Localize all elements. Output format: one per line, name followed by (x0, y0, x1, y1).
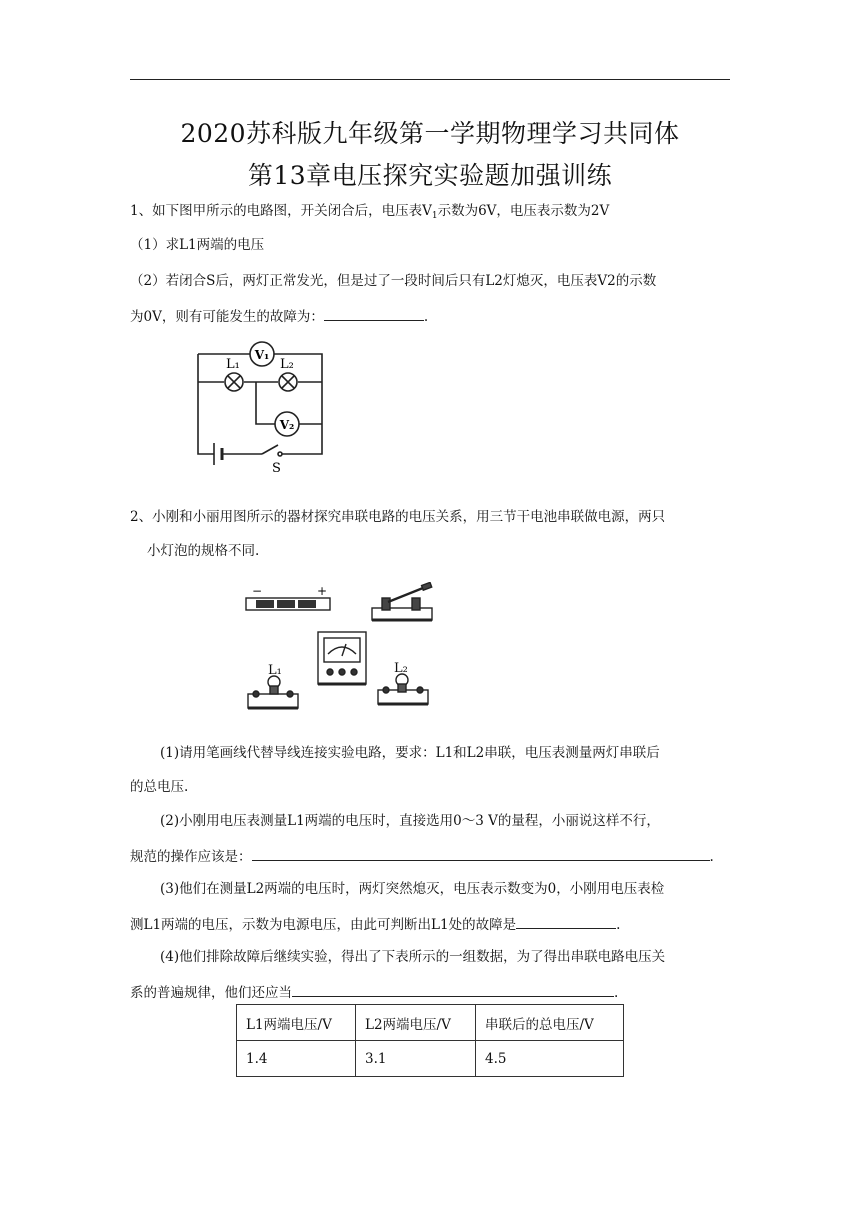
answer-blank[interactable] (252, 846, 710, 861)
svg-text:V₂: V₂ (279, 418, 295, 432)
subscript-1: 1 (431, 211, 438, 221)
equipment-figure (242, 582, 438, 718)
voltmeter-v2-icon (275, 412, 299, 436)
svg-text:L₁: L₁ (268, 663, 282, 678)
svg-text:+: + (317, 584, 328, 598)
document-title: 2020苏科版九年级第一学期物理学习共同体 (180, 119, 680, 148)
table-row (237, 1041, 624, 1077)
table-header-cell: L1两端电压/V (237, 1005, 356, 1041)
table-cell: 3.1 (356, 1041, 476, 1077)
svg-text:L₂: L₂ (394, 661, 408, 676)
q2-p4-line2: 系的普遍规律，他们还应当 . (130, 982, 618, 1002)
lamp-board-l1-icon (248, 663, 298, 708)
q2-p1-line1: (1)请用笔画线代替导线连接实验电路，要求：L1和L2串联，电压表测量两灯串联后 (160, 745, 660, 761)
battery-pack-icon (246, 584, 330, 610)
q2-stem-line2: 小灯泡的规格不同. (147, 543, 260, 559)
q1-stem: 1、如下图甲所示的电路图，开关闭合后，电压表$V_1$示数为6V，电压表示数为2V (130, 203, 610, 221)
table-cell: 4.5 (476, 1041, 624, 1077)
q2-p2-line2: 规范的操作应该是： . (130, 846, 714, 866)
q2-stem-line1: 2、小刚和小丽用图所示的器材探究串联电路的电压关系，用三节干电池串联做电源，两只 (130, 509, 666, 525)
q2-p1-line2: 的总电压. (130, 779, 189, 795)
label-l2: L₂ (280, 357, 294, 372)
answer-blank[interactable] (292, 982, 614, 997)
q2-p3-line2: 测L1两端的电压，示数为电源电压，由此可判断出L1处的故障是 . (130, 914, 620, 934)
answer-blank[interactable] (516, 914, 616, 929)
table-header-cell: L2两端电压/V (356, 1005, 476, 1041)
knife-switch-icon (372, 582, 432, 620)
voltmeter-v1-icon (250, 342, 274, 366)
q1-part1: （1）求L1两端的电压 (130, 237, 265, 253)
label-switch: S (272, 461, 281, 476)
svg-text:−: − (252, 584, 263, 598)
q1-part2-line1: （2）若闭合S后，两灯正常发光，但是过了一段时间后只有L2灯熄灭，电压表V2的示数 (130, 273, 657, 289)
header-rule (130, 79, 730, 80)
data-table (236, 1004, 624, 1077)
circuit-diagram (186, 338, 336, 478)
svg-text:V₁: V₁ (254, 348, 270, 362)
table-header-row (237, 1005, 624, 1041)
voltmeter-icon (318, 632, 366, 684)
lamp-board-l2-icon (378, 661, 428, 704)
lamp-l1-icon (225, 373, 243, 391)
table-header-cell: 串联后的总电压/V (476, 1005, 624, 1041)
q2-p4-line1: (4)他们排除故障后继续实验，得出了下表所示的一组数据，为了得出串联电路电压关 (160, 949, 666, 965)
lamp-l2-icon (279, 373, 297, 391)
label-l1: L₁ (226, 357, 240, 372)
answer-blank[interactable] (324, 306, 424, 321)
q2-p2-line1: (2)小刚用电压表测量L1两端的电压时，直接选用0～3 V的量程，小丽说这样不行， (160, 813, 660, 829)
document-subtitle: 第13章电压探究实验题加强训练 (247, 161, 613, 190)
q1-part2-line2: 为0V，则有可能发生的故障为： . (130, 306, 428, 326)
table-cell: 1.4 (237, 1041, 356, 1077)
q2-p3-line1: (3)他们在测量L2两端的电压时，两灯突然熄灭，电压表示数变为0，小刚用电压表检 (160, 881, 665, 897)
